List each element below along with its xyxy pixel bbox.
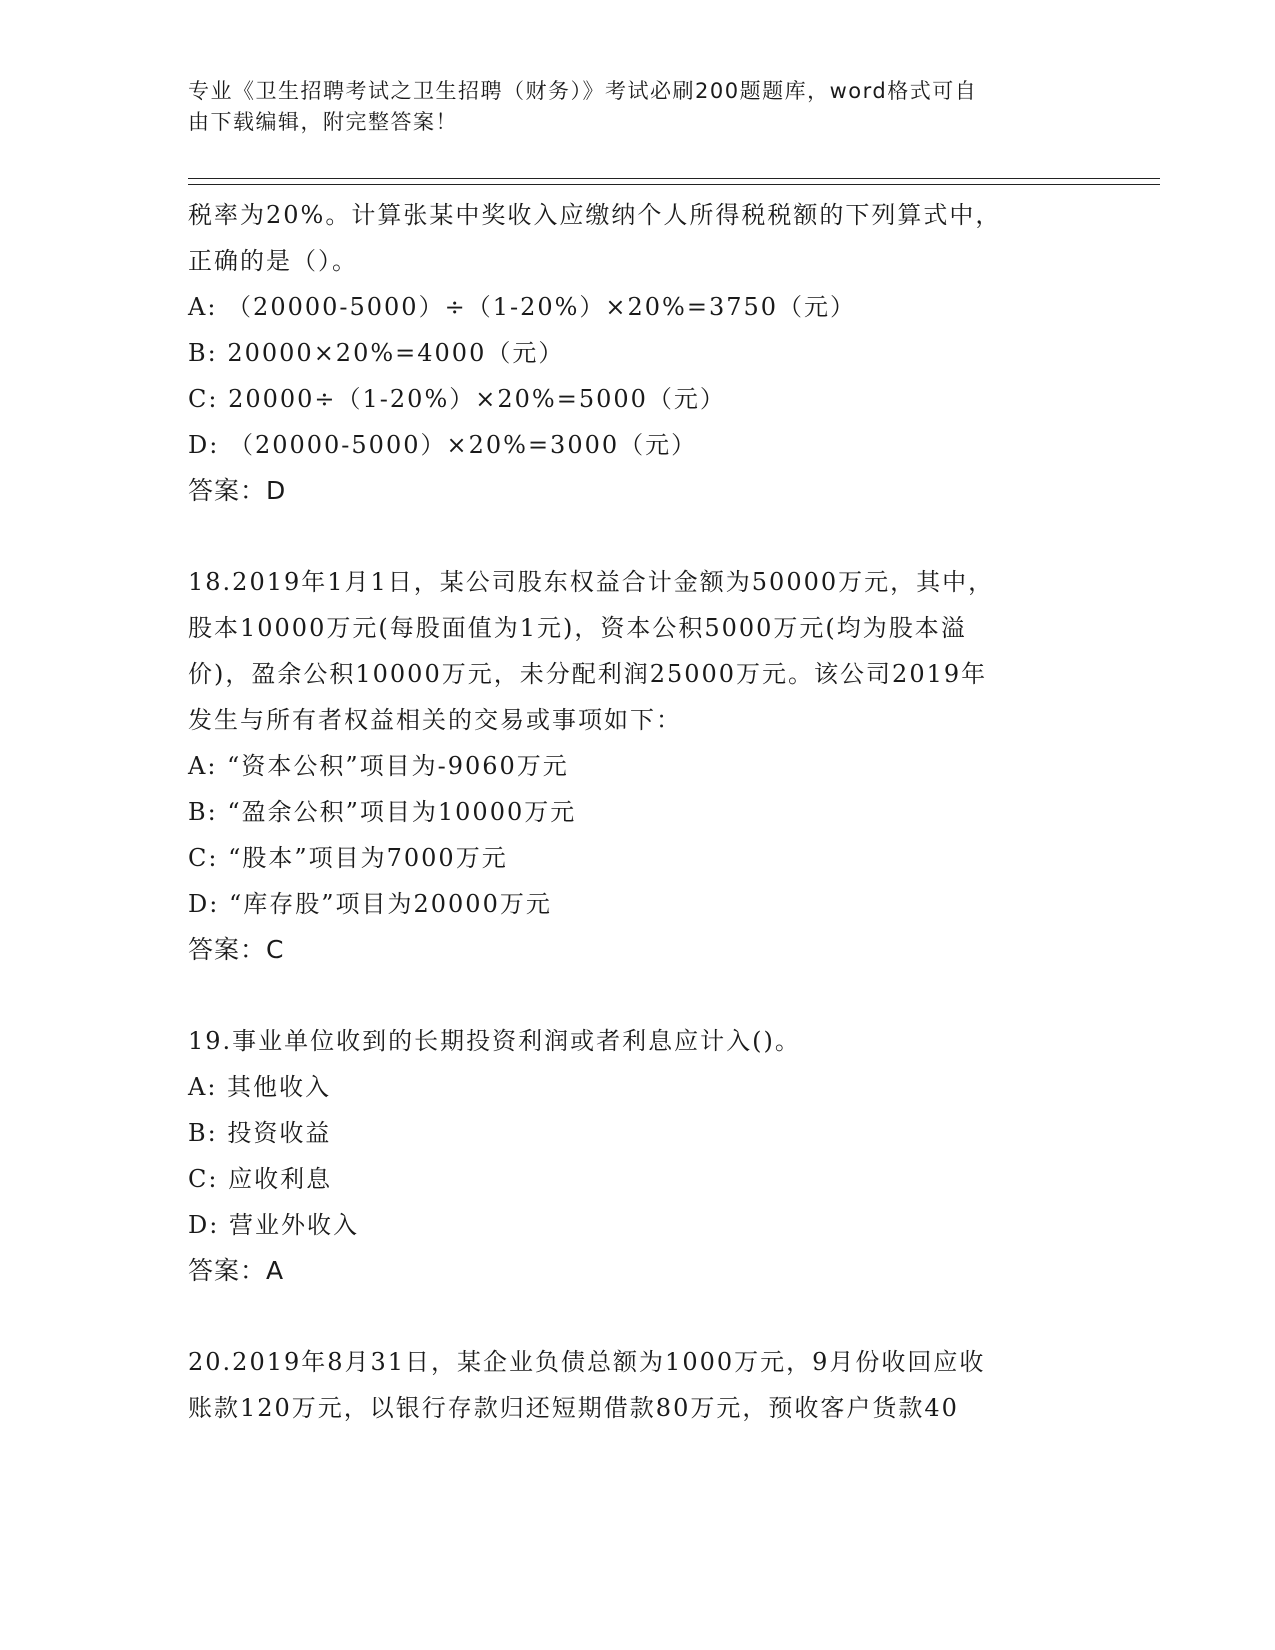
document-header (188, 76, 1068, 138)
question-stem-line: 账款120万元，以银行存款归还短期借款80万元，预收客户货款40 (188, 1394, 959, 1422)
question-stem-line: 股本10000万元(每股面值为1元)，资本公积5000万元(均为股本溢 (188, 614, 967, 642)
question-stem-line: 18.2019年1月1日，某公司股东权益合计金额为50000万元，其中， (188, 568, 995, 596)
option-b: B: 20000×20%=4000（元） (188, 339, 565, 367)
option-c: C: 应收利息 (188, 1165, 333, 1193)
document-body (188, 192, 1088, 1431)
question-stem-line: 税率为20%。计算张某中奖收入应缴纳个人所得税税额的下列算式中， (188, 201, 1002, 229)
option-d: D: “库存股”项目为20000万元 (188, 890, 552, 918)
option-c: C: 20000÷（1-20%）×20%=5000（元） (188, 385, 726, 413)
question-20 (188, 1339, 1088, 1431)
answer-label: 答案：D (188, 476, 287, 505)
spacer (188, 973, 1088, 1018)
question-stem-line: 正确的是（）。 (188, 247, 358, 275)
question-19 (188, 1018, 1088, 1294)
question-18 (188, 559, 1088, 973)
option-c: C: “股本”项目为7000万元 (188, 844, 508, 872)
option-a: A: “资本公积”项目为-9060万元 (188, 752, 569, 780)
option-d: D: （20000-5000）×20%=3000（元） (188, 431, 698, 459)
question-stem-line: 20.2019年8月31日，某企业负债总额为1000万元，9月份收回应收 (188, 1348, 986, 1376)
option-b: B: 投资收益 (188, 1119, 332, 1147)
question-17 (188, 192, 1088, 514)
question-stem-line: 发生与所有者权益相关的交易或事项如下： (188, 706, 682, 734)
option-a: A: （20000-5000）÷（1-20%）×20%=3750（元） (188, 293, 857, 321)
header-rule (188, 184, 1160, 185)
option-d: D: 营业外收入 (188, 1211, 359, 1239)
header-line: 专业《卫生招聘考试之卫生招聘（财务）》考试必刷200题题库，word格式可自 (188, 79, 978, 103)
option-b: B: “盈余公积”项目为10000万元 (188, 798, 577, 826)
spacer (188, 514, 1088, 559)
option-a: A: 其他收入 (188, 1073, 332, 1101)
header-line: 由下载编辑，附完整答案！ (188, 110, 458, 134)
spacer (188, 1294, 1088, 1339)
question-stem-line: 19.事业单位收到的长期投资利润或者利息应计入()。 (188, 1027, 801, 1055)
answer-label: 答案：A (188, 1256, 285, 1285)
header-rule (188, 178, 1160, 179)
answer-label: 答案：C (188, 935, 285, 964)
question-stem-line: 价)，盈余公积10000万元，未分配利润25000万元。该公司2019年 (188, 660, 988, 688)
